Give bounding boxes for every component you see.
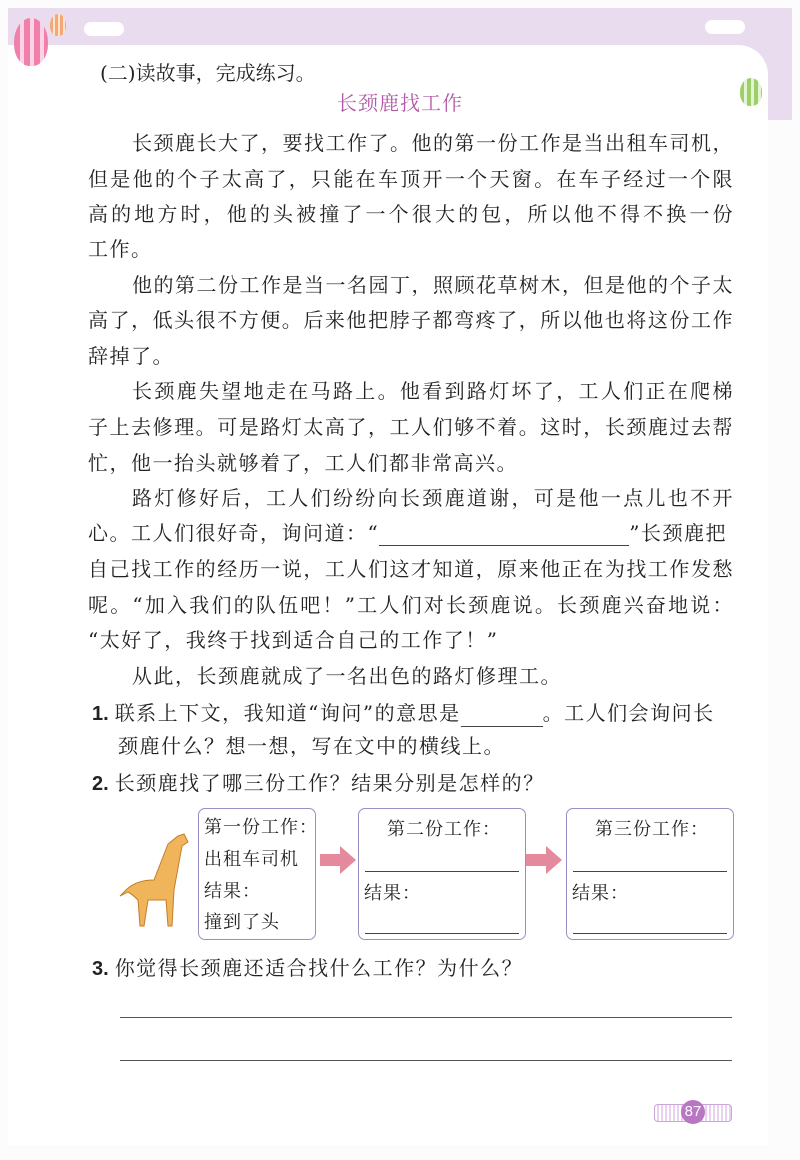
story-text: 心。工人们很好奇，询问道：“ (88, 521, 380, 545)
job3-answer-line[interactable] (573, 871, 727, 872)
giraffe-illustration (112, 830, 192, 930)
job1-result-label: 结果： (204, 881, 261, 902)
job2-box (358, 808, 526, 940)
question-answer-blank[interactable] (379, 523, 629, 546)
question-1-line2: 颈鹿什么？想一想，写在文中的横线上。 (118, 734, 505, 758)
story-line: 从此，长颈鹿就成了一名出色的路灯修理工。 (132, 664, 562, 688)
story-text: ”长颈鹿把 (629, 521, 727, 545)
meaning-answer-blank[interactable] (461, 704, 543, 727)
story-line: 子上去修理。可是路灯太高了，工人们够不着。这时，长颈鹿过去帮 (88, 415, 734, 439)
answer-line[interactable] (120, 1017, 732, 1018)
cloud-icon (705, 20, 745, 34)
story-line: 他的第二份工作是当一名园丁，照顾花草树木，但是他的个子太 (132, 273, 734, 297)
story-line: 高了，低头很不方便。后来他把脖子都弯疼了，所以他也将这份工作 (88, 308, 734, 332)
job3-box (566, 808, 734, 940)
story-line: 辞掉了。 (88, 344, 174, 368)
page-number: 87 (681, 1100, 705, 1124)
question-number: 1. (92, 703, 109, 725)
job3-label: 第三份工作： (595, 819, 709, 840)
story-line: 呢。“加入我们的队伍吧！”工人们对长颈鹿说。长颈鹿兴奋地说： (88, 593, 734, 617)
job1-box (198, 808, 316, 940)
story-line: 路灯修好后，工人们纷纷向长颈鹿道谢，可是他一点儿也不开 (132, 486, 734, 510)
question-number: 2. (92, 773, 109, 795)
cloud-icon (84, 22, 124, 36)
job1-result: 撞到了头 (204, 912, 280, 933)
job2-result-line[interactable] (365, 933, 519, 934)
story-line: 自己找工作的经历一说，工人们这才知道，原来他正在为找工作发愁 (88, 557, 734, 581)
story-line-with-blank (88, 520, 727, 546)
job1-label: 第一份工作： (204, 817, 318, 838)
story-line: 工作。 (88, 237, 153, 261)
story-line: 长颈鹿长大了，要找工作了。他的第一份工作是当出租车司机， (132, 131, 734, 155)
job1-value: 出租车司机 (204, 849, 299, 870)
question-number: 3. (92, 958, 109, 980)
question-text: 。工人们会询问长 (542, 701, 715, 725)
story-line: 忙，他一抬头就够着了，工人们都非常高兴。 (88, 451, 518, 475)
section-heading: (二)读故事，完成练习。 (100, 61, 316, 85)
story-line: 高的地方时，他的头被撞了一个很大的包，所以他不得不换一份 (88, 202, 734, 226)
question-3 (92, 955, 523, 981)
question-text: 长颈鹿找了哪三份工作？结果分别是怎样的？ (114, 771, 545, 795)
job2-answer-line[interactable] (365, 871, 519, 872)
answer-line[interactable] (120, 1060, 732, 1061)
header-band (8, 8, 792, 48)
question-1 (92, 700, 715, 726)
question-2 (92, 770, 545, 796)
arrow-right-icon (320, 846, 356, 874)
job2-label: 第二份工作： (387, 819, 501, 840)
job3-result-line[interactable] (573, 933, 727, 934)
job3-result-label: 结果： (572, 883, 629, 904)
arrow-right-icon (526, 846, 562, 874)
story-title: 长颈鹿找工作 (337, 91, 463, 115)
question-text: 你觉得长颈鹿还适合找什么工作？为什么？ (114, 956, 524, 980)
pink-balloon-icon (14, 18, 48, 66)
story-line: 但是他的个子太高了，只能在车顶开一个天窗。在车子经过一个限 (88, 167, 734, 191)
story-line: “太好了，我终于找到适合自己的工作了！” (88, 628, 499, 652)
question-text: 联系上下文，我知道“询问”的意思是 (114, 701, 461, 725)
orange-balloon-icon (50, 14, 66, 36)
job2-result-label: 结果： (364, 883, 421, 904)
story-line: 长颈鹿失望地走在马路上。他看到路灯坏了，工人们正在爬梯 (132, 379, 734, 403)
